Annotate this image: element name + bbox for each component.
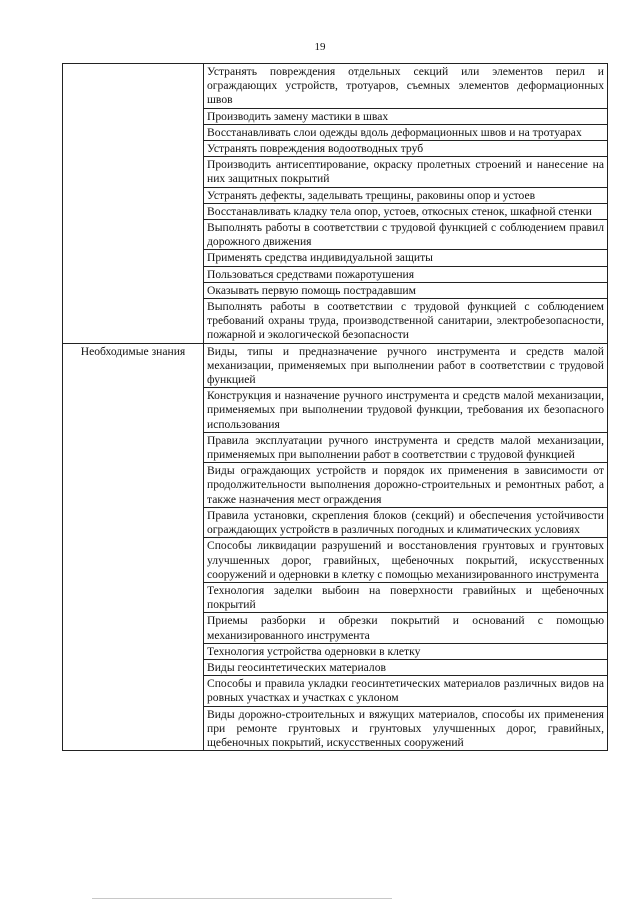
requirement-item: Технология заделки выбоин на поверхности гравийных и щебеночных покрытий [204,582,608,612]
requirement-item: Правила эксплуатации ручного инструмента и средств малой механизации, применяемых при выполнении работ в соответствии с трудовой функцией [204,432,608,462]
requirement-item: Виды геосинтетических материалов [204,659,608,675]
requirement-item: Устранять дефекты, заделывать трещины, раковины опор и устоев [204,187,608,203]
requirements-table-body [63,64,608,751]
requirement-item: Виды ограждающих устройств и порядок их применения в зависимости от продолжительности выполнения дорожно-строительных и ремонтных работ, а также назначения мест ограждения [204,463,608,508]
requirement-item: Виды дорожно-строительных и вяжущих материалов, способы их применения при ремонте грунтовых и грунтовых улучшенных дорог, гравийных, щебеночных покрытий, искусственных сооружений [204,706,608,751]
table-row [63,343,608,388]
section-label-empty [63,64,204,344]
requirement-item: Восстанавливать кладку тела опор, устоев, откосных стенок, шкафной стенки [204,203,608,219]
requirement-item: Оказывать первую помощь пострадавшим [204,282,608,298]
requirement-item: Устранять повреждения водоотводных труб [204,141,608,157]
requirement-item: Способы ликвидации разрушений и восстановления грунтовых и грунтовых улучшенных дорог, гравийных, щебеночных покрытий, искусственных сооружений и одерновки в клетку с помощью механизированного инструмента [204,538,608,583]
requirements-table [62,63,608,751]
requirement-item: Пользоваться средствами пожаротушения [204,266,608,282]
page-number: 19 [314,41,326,53]
requirement-item: Приемы разборки и обрезки покрытий и оснований с помощью механизированного инструмента [204,613,608,643]
table-row [63,64,608,109]
requirement-item: Применять средства индивидуальной защиты [204,250,608,266]
requirement-item: Производить замену мастики в швах [204,108,608,124]
requirement-item: Производить антисептирование, окраску пролетных строений и нанесение на них защитных покрытий [204,157,608,187]
requirement-item: Выполнять работы в соответствии с трудовой функцией с соблюдением правил дорожного движения [204,220,608,250]
requirement-item: Восстанавливать слои одежды вдоль деформационных швов и на тротуарах [204,124,608,140]
section-label: Необходимые знания [63,343,204,750]
requirement-item: Выполнять работы в соответствии с трудовой функцией с соблюдением требований охраны труда, производственной санитарии, электробезопасности, пожарной и экологической безопасности [204,299,608,344]
requirement-item: Виды, типы и предназначение ручного инструмента и средств малой механизации, применяемых при выполнении работ в соответствии с трудовой функцией [204,343,608,388]
requirement-item: Способы и правила укладки геосинтетических материалов различных видов на ровных участках и участках с уклоном [204,676,608,706]
requirement-item: Конструкция и назначение ручного инструмента и средств малой механизации, применяемых при выполнении трудовой функции, требования их безопасного использования [204,388,608,433]
scan-artifact-line [92,898,392,899]
requirement-item: Устранять повреждения отдельных секций или элементов перил и ограждающих устройств, тротуаров, съемных элементов деформационных швов [204,64,608,109]
requirement-item: Технология устройства одерновки в клетку [204,643,608,659]
requirement-item: Правила установки, скрепления блоков (секций) и обеспечения устойчивости ограждающих устройств в различных погодных и климатических условиях [204,507,608,537]
